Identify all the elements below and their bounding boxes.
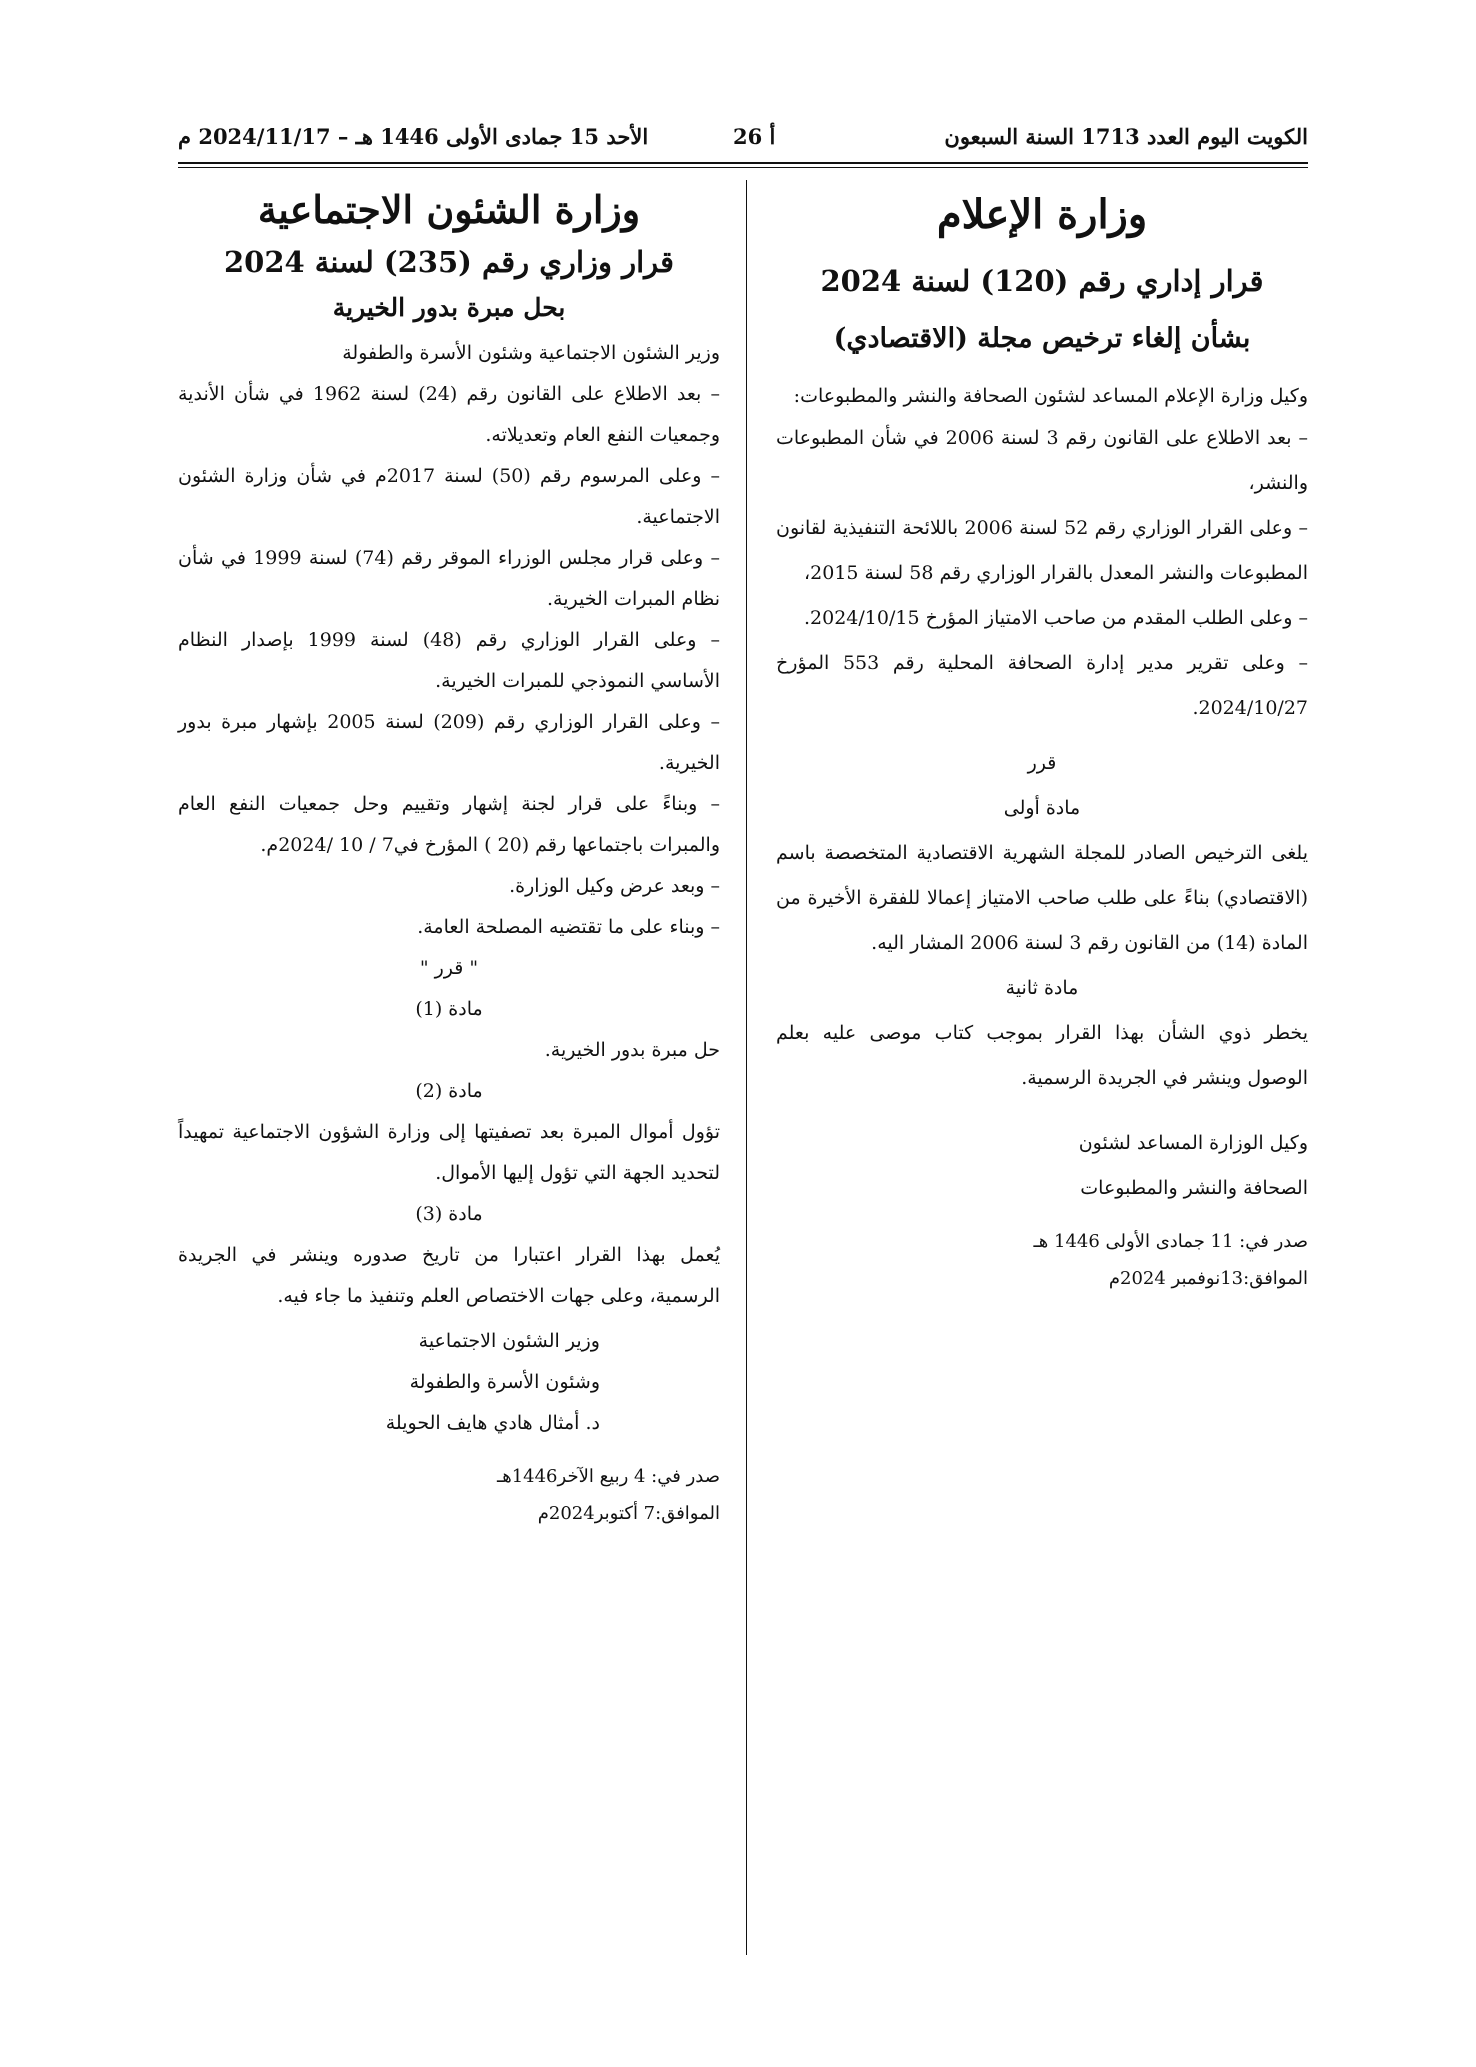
column-divider [746,180,747,1955]
social-affairs-ministry-decision [178,185,720,1532]
preamble-line: – وبعد عرض وكيل الوزارة. [509,874,720,897]
article-1-text: حل مبرة بدور الخيرية. [544,1038,720,1061]
article-1-title: مادة (1) [415,997,483,1020]
preamble-line: – وعلى القرار الوزاري رقم (48) لسنة 1999 بإصدار النظام الأساسي النموذجي للمبرات الخيرية. [178,628,720,692]
signature-line: وزير الشئون الاجتماعية [418,1329,600,1352]
issue-date-block [178,1458,720,1532]
article-3-text: يُعمل بهذا القرار اعتبارا من تاريخ صدوره وينشر في الجريدة الرسمية، وعلى جهات الاختصاص العلم وتنفيذ ما جاء فيه. [178,1243,720,1307]
preamble-line: وزير الشئون الاجتماعية وشئون الأسرة والطفولة [342,341,720,364]
preamble-line: – وعلى الطلب المقدم من صاحب الامتياز المؤرخ 2024/10/15. [803,606,1308,629]
decision-subject: بشأن إلغاء ترخيص مجلة (الاقتصادي) [833,322,1251,354]
header-rule [178,162,1308,164]
corresponding-date: الموافق:7 أكتوبر2024م [537,1502,720,1524]
preamble-line: – بعد الاطلاع على القانون رقم (24) لسنة 1962 في شأن الأندية وجمعيات النفع العام وتعديلاته. [178,382,720,446]
preamble [178,333,720,948]
preamble-line: – وعلى تقرير مدير إدارة الصحافة المحلية رقم 553 المؤرخ 2024/10/27. [776,651,1308,719]
preamble-line: – وعلى القرار الوزاري رقم (209) لسنة 2005 بإشهار مبرة بدور الخيرية. [178,710,720,774]
article-2-text: تؤول أموال المبرة بعد تصفيتها إلى وزارة الشؤون الاجتماعية تمهيداً لتحديد الجهة التي تؤول إليها الأموال. [178,1120,720,1184]
preamble-line: وكيل وزارة الإعلام المساعد لشئون الصحافة والنشر والمطبوعات: [793,384,1308,407]
article-1-text: يلغى الترخيص الصادر للمجلة الشهرية الاقتصادية المتخصصة باسم (الاقتصادي) بناءً على طلب صاحب الامتياز إعمالا للفقرة الأخيرة من المادة (14) من القانون رقم 3 لسنة 2006 المشار اليه. [776,841,1308,954]
ministry-title: وزارة الشئون الاجتماعية [257,187,641,232]
signer-name: د. أمثال هادي هايف الحويلة [385,1411,600,1434]
decision-title: قرار وزاري رقم (235) لسنة 2024 [223,245,675,280]
information-ministry-decision [776,185,1308,1297]
signature-line: وكيل الوزارة المساعد لشئون [1078,1131,1308,1154]
article-1-title: مادة أولى [1003,796,1081,819]
preamble-line: – وعلى المرسوم رقم (50) لسنة 2017م في شأن وزارة الشئون الاجتماعية. [178,464,720,528]
decided-label: قرر [1027,751,1057,774]
article-2-text: يخطر ذوي الشأن بهذا القرار بموجب كتاب موصى عليه بعلم الوصول وينشر في الجريدة الرسمية. [776,1021,1308,1089]
gazette-header [178,118,1308,160]
signature-block [178,1321,720,1444]
decided-label: " قرر " [419,956,479,979]
preamble-line: – وعلى القرار الوزاري رقم 52 لسنة 2006 باللائحة التنفيذية لقانون المطبوعات والنشر المعدل بالقرار الوزاري رقم 58 لسنة 2015، [776,516,1308,584]
preamble-line: – وبناءً على قرار لجنة إشهار وتقييم وحل جمعيات النفع العام والمبرات باجتماعها رقم (20 ) المؤرخ في7 / 10 /2024م. [178,792,720,856]
preamble-line: – وعلى قرار مجلس الوزراء الموقر رقم (74) لسنة 1999 في شأن نظام المبرات الخيرية. [178,546,720,610]
article-2-title: مادة ثانية [1005,976,1079,999]
signature-block [776,1121,1308,1211]
article-3-title: مادة (3) [415,1202,483,1225]
article-2-title: مادة (2) [415,1079,483,1102]
issue-date-block [776,1223,1308,1297]
header-rule-thin [178,167,1308,168]
ministry-title: وزارة الإعلام [936,191,1148,238]
preamble [776,376,1308,731]
issued-date: صدر في: 11 جمادى الأولى 1446 هـ [1033,1230,1308,1252]
signature-line: وشئون الأسرة والطفولة [409,1370,600,1393]
decision-title: قرار إداري رقم (120) لسنة 2024 [820,264,1264,298]
preamble-line: – بعد الاطلاع على القانون رقم 3 لسنة 2006 في شأن المطبوعات والنشر، [776,426,1308,494]
page-number: أ 26 [733,124,776,149]
corresponding-date: الموافق:13نوفمبر 2024م [1108,1267,1308,1289]
issued-date: صدر في: 4 ربيع الآخر1446هـ [496,1465,720,1487]
gazette-date: الأحد 15 جمادى الأولى 1446 هـ – 2024/11/17 م [178,124,649,149]
preamble-line: – وبناء على ما تقتضيه المصلحة العامة. [417,915,720,938]
gazette-issue-info: الكويت اليوم العدد 1713 السنة السبعون [944,124,1308,149]
signature-line: الصحافة والنشر والمطبوعات [1080,1176,1308,1199]
decision-subject: بحل مبرة بدور الخيرية [332,293,566,323]
